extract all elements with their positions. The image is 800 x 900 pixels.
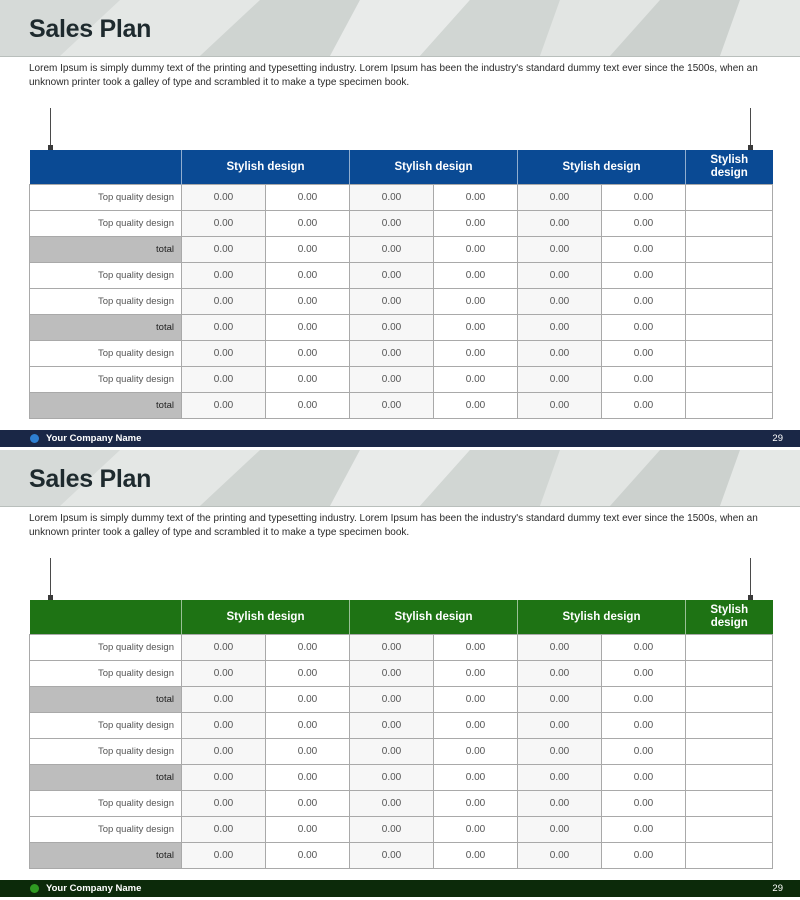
value-cell: 0.00 [182,211,266,237]
value-cell: 0.00 [266,211,350,237]
value-cell: 0.00 [602,393,686,419]
right-pin-line [750,108,751,146]
left-pin-line [50,558,51,596]
empty-cell [686,393,773,419]
value-cell: 0.00 [266,185,350,211]
value-cell: 0.00 [182,315,266,341]
value-cell: 0.00 [350,687,434,713]
value-cell: 0.00 [518,713,602,739]
row-label: Top quality design [30,661,182,687]
empty-cell [686,237,773,263]
value-cell: 0.00 [602,289,686,315]
value-cell: 0.00 [434,713,518,739]
row-label: Top quality design [30,341,182,367]
value-cell: 0.00 [266,263,350,289]
value-cell: 0.00 [602,367,686,393]
row-label: total [30,315,182,341]
value-cell: 0.00 [266,315,350,341]
empty-cell [686,791,773,817]
value-cell: 0.00 [266,341,350,367]
value-cell: 0.00 [518,315,602,341]
column-header: Stylish design [686,150,773,185]
right-pin-line [750,558,751,596]
column-header: Stylish design [686,600,773,635]
left-pin-line [50,108,51,146]
total-row [30,765,773,791]
value-cell: 0.00 [350,765,434,791]
value-cell: 0.00 [518,393,602,419]
empty-cell [686,739,773,765]
sales-plan-table [29,600,773,869]
value-cell: 0.00 [434,341,518,367]
value-cell: 0.00 [266,713,350,739]
empty-cell [686,765,773,791]
table-header-row [30,150,773,185]
value-cell: 0.00 [602,341,686,367]
value-cell: 0.00 [266,817,350,843]
value-cell: 0.00 [518,289,602,315]
table-row [30,289,773,315]
value-cell: 0.00 [434,843,518,869]
total-row [30,315,773,341]
table-row [30,661,773,687]
value-cell: 0.00 [350,263,434,289]
value-cell: 0.00 [182,237,266,263]
empty-cell [686,341,773,367]
value-cell: 0.00 [182,687,266,713]
value-cell: 0.00 [266,635,350,661]
row-label: Top quality design [30,791,182,817]
row-label: Top quality design [30,289,182,315]
value-cell: 0.00 [182,393,266,419]
value-cell: 0.00 [602,185,686,211]
row-label: Top quality design [30,635,182,661]
intro-paragraph: Lorem Ipsum is simply dummy text of the printing and typesetting industry. Lorem Ipsum has been the industry's standard dummy text ever since the 1500s, when an unknown printer took a galley of type and scrambled it to make a type specimen book. [29,63,758,88]
value-cell: 0.00 [182,661,266,687]
value-cell: 0.00 [350,211,434,237]
slide-header [0,0,800,57]
value-cell: 0.00 [434,367,518,393]
slide-header [0,450,800,507]
empty-cell [686,263,773,289]
empty-cell [686,315,773,341]
empty-cell [686,817,773,843]
value-cell: 0.00 [434,661,518,687]
value-cell: 0.00 [266,289,350,315]
value-cell: 0.00 [182,817,266,843]
value-cell: 0.00 [518,341,602,367]
value-cell: 0.00 [602,315,686,341]
value-cell: 0.00 [602,635,686,661]
column-header: Stylish design [182,600,350,635]
value-cell: 0.00 [518,635,602,661]
table-row [30,713,773,739]
value-cell: 0.00 [434,791,518,817]
value-cell: 0.00 [350,713,434,739]
empty-cell [686,635,773,661]
value-cell: 0.00 [518,367,602,393]
table-row [30,739,773,765]
intro-paragraph: Lorem Ipsum is simply dummy text of the printing and typesetting industry. Lorem Ipsum has been the industry's standard dummy text ever since the 1500s, when an unknown printer took a galley of type and scrambled it to make a type specimen book. [29,513,758,538]
value-cell: 0.00 [518,843,602,869]
total-row [30,237,773,263]
value-cell: 0.00 [266,765,350,791]
value-cell: 0.00 [182,739,266,765]
empty-cell [686,687,773,713]
value-cell: 0.00 [434,739,518,765]
empty-cell [686,661,773,687]
table-row [30,367,773,393]
value-cell: 0.00 [434,687,518,713]
value-cell: 0.00 [182,791,266,817]
table-row [30,185,773,211]
value-cell: 0.00 [434,817,518,843]
value-cell: 0.00 [350,185,434,211]
sales-plan-table [29,150,773,419]
globe-icon [30,884,39,893]
row-label: Top quality design [30,263,182,289]
empty-cell [686,843,773,869]
empty-cell [686,713,773,739]
value-cell: 0.00 [518,765,602,791]
value-cell: 0.00 [350,367,434,393]
row-label: total [30,765,182,791]
table-row [30,211,773,237]
value-cell: 0.00 [434,211,518,237]
value-cell: 0.00 [350,739,434,765]
value-cell: 0.00 [434,635,518,661]
row-label: Top quality design [30,739,182,765]
value-cell: 0.00 [518,185,602,211]
value-cell: 0.00 [182,367,266,393]
value-cell: 0.00 [350,817,434,843]
value-cell: 0.00 [602,687,686,713]
value-cell: 0.00 [266,661,350,687]
page-number: 29 [772,883,783,894]
total-row [30,687,773,713]
header-corner-cell [30,600,182,635]
table-row [30,791,773,817]
company-name: Your Company Name [46,433,142,444]
value-cell: 0.00 [434,237,518,263]
row-label: Top quality design [30,713,182,739]
value-cell: 0.00 [350,791,434,817]
value-cell: 0.00 [518,739,602,765]
value-cell: 0.00 [350,315,434,341]
empty-cell [686,185,773,211]
table-row [30,635,773,661]
value-cell: 0.00 [434,185,518,211]
empty-cell [686,367,773,393]
value-cell: 0.00 [518,237,602,263]
row-label: total [30,237,182,263]
value-cell: 0.00 [518,687,602,713]
value-cell: 0.00 [266,237,350,263]
value-cell: 0.00 [434,765,518,791]
value-cell: 0.00 [602,713,686,739]
value-cell: 0.00 [182,635,266,661]
value-cell: 0.00 [350,393,434,419]
column-header: Stylish design [182,150,350,185]
row-label: total [30,687,182,713]
company-name: Your Company Name [46,883,142,894]
value-cell: 0.00 [602,739,686,765]
value-cell: 0.00 [182,341,266,367]
value-cell: 0.00 [518,661,602,687]
value-cell: 0.00 [182,843,266,869]
value-cell: 0.00 [434,315,518,341]
column-header: Stylish design [518,150,686,185]
value-cell: 0.00 [350,237,434,263]
value-cell: 0.00 [434,393,518,419]
value-cell: 0.00 [266,687,350,713]
table-row [30,817,773,843]
table-header-row [30,600,773,635]
table-row [30,341,773,367]
slide-footer [0,880,800,897]
value-cell: 0.00 [350,843,434,869]
value-cell: 0.00 [182,263,266,289]
page-number: 29 [772,433,783,444]
header-corner-cell [30,150,182,185]
row-label: Top quality design [30,185,182,211]
value-cell: 0.00 [602,661,686,687]
row-label: total [30,393,182,419]
value-cell: 0.00 [602,263,686,289]
slide [0,450,800,900]
column-header: Stylish design [518,600,686,635]
value-cell: 0.00 [434,289,518,315]
value-cell: 0.00 [602,237,686,263]
total-row [30,843,773,869]
row-label: Top quality design [30,367,182,393]
value-cell: 0.00 [182,765,266,791]
value-cell: 0.00 [602,791,686,817]
value-cell: 0.00 [602,211,686,237]
value-cell: 0.00 [350,661,434,687]
globe-icon [30,434,39,443]
value-cell: 0.00 [182,185,266,211]
value-cell: 0.00 [602,817,686,843]
column-header: Stylish design [350,150,518,185]
value-cell: 0.00 [266,739,350,765]
value-cell: 0.00 [350,341,434,367]
value-cell: 0.00 [518,817,602,843]
row-label: Top quality design [30,211,182,237]
slide-title: Sales Plan [29,15,152,43]
value-cell: 0.00 [518,791,602,817]
value-cell: 0.00 [182,713,266,739]
value-cell: 0.00 [266,843,350,869]
value-cell: 0.00 [350,635,434,661]
value-cell: 0.00 [518,211,602,237]
value-cell: 0.00 [602,843,686,869]
empty-cell [686,289,773,315]
row-label: Top quality design [30,817,182,843]
row-label: total [30,843,182,869]
column-header: Stylish design [350,600,518,635]
slide-title: Sales Plan [29,465,152,493]
value-cell: 0.00 [518,263,602,289]
value-cell: 0.00 [350,289,434,315]
empty-cell [686,211,773,237]
value-cell: 0.00 [602,765,686,791]
value-cell: 0.00 [182,289,266,315]
slide-footer [0,430,800,447]
value-cell: 0.00 [266,393,350,419]
value-cell: 0.00 [266,791,350,817]
value-cell: 0.00 [434,263,518,289]
value-cell: 0.00 [266,367,350,393]
total-row [30,393,773,419]
table-row [30,263,773,289]
